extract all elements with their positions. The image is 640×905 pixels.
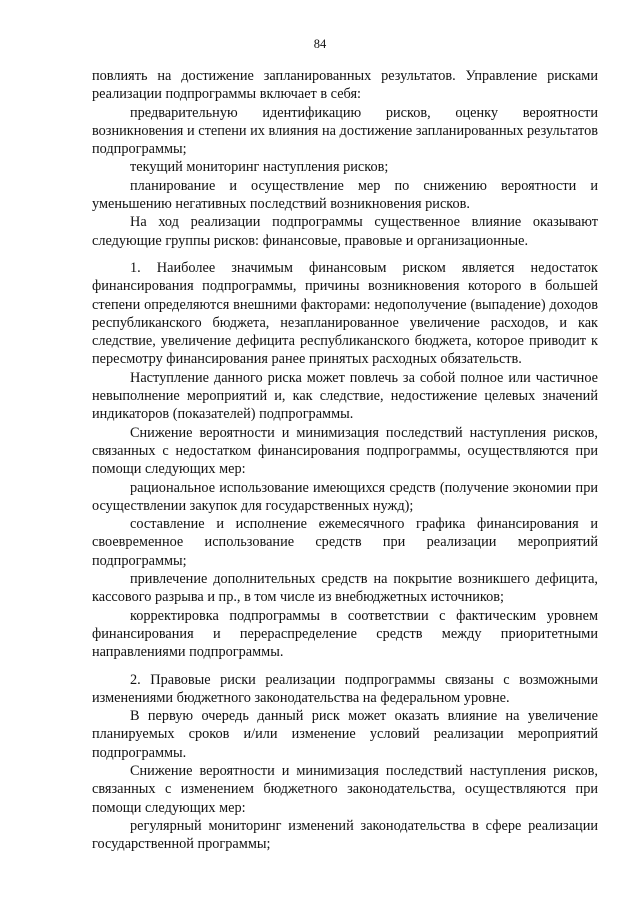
list-item-program-adjustment: корректировка подпрограммы в соответствии с фактическим уровнем финансирования и перераспределение средств между приоритетными направлениями подпрограммы. [92, 607, 598, 661]
list-item-risk-identification: предварительную идентификацию рисков, оценку вероятности возникновения и степени их влияния на достижение запланированных результатов подпрограммы; [92, 104, 598, 158]
list-item-risk-monitoring: текущий мониторинг наступления рисков; [130, 159, 389, 176]
list-item-rational-use: рациональное использование имеющихся средств (получение экономии при осуществлении закупок для государственных нужд); [92, 479, 598, 514]
body-text [92, 67, 598, 853]
page-number: 84 [313, 37, 327, 51]
list-item-risk-mitigation-planning: планирование и осуществление мер по снижению вероятности и уменьшению негативных последствий возникновения рисков. [92, 177, 598, 213]
paragraph-risk-groups: На ход реализации подпрограммы существенное влияние оказывают следующие группы рисков: финансовые, правовые и организационные. [92, 214, 598, 249]
list-item-monthly-schedule: составление и исполнение ежемесячного графика финансирования и своевременное использование средств при реализации мероприятий подпрограммы; [92, 516, 598, 569]
paragraph-legal-risk: 2. Правовые риски реализации подпрограммы связаны с возможными изменениями бюджетного законодательства на федеральном уровне. [92, 671, 598, 706]
paragraph-continuation: повлиять на достижение запланированных результатов. Управление рисками реализации подпрограммы включает в себя: [92, 68, 598, 103]
paragraph-legal-risk-measures: Снижение вероятности и минимизация последствий наступления рисков, связанных с изменением бюджетного законодательства, осуществляются при помощи следующих мер: [92, 762, 598, 816]
list-item-legislation-monitoring: регулярный мониторинг изменений законодательства в сфере реализации государственной программы; [92, 817, 598, 853]
paragraph-legal-risk-impact: В первую очередь данный риск может оказать влияние на увеличение планируемых сроков и/или изменение условий реализации мероприятий подпрограммы. [92, 708, 598, 761]
list-item-additional-funds: привлечение дополнительных средств на покрытие возникшего дефицита, кассового разрыва и пр., в том числе из внебюджетных источников; [92, 571, 598, 606]
paragraph-financial-risk-consequences: Наступление данного риска может повлечь за собой полное или частичное невыполнение мероприятий и, как следствие, недостижение целевых значений индикаторов (показателей) подпрограммы. [92, 369, 598, 423]
paragraph-financial-risk-measures: Снижение вероятности и минимизация последствий наступления рисков, связанных с недостатком финансирования подпрограммы, осуществляются при помощи следующих мер: [92, 424, 598, 478]
paragraph-financial-risk: 1. Наиболее значимым финансовым риском является недостаток финансирования подпрограммы, причины возникновения которого в большей степени определяются внешними факторами: недополучение (выпадение) доходов республиканского бюджета, незапланированное увеличение расходов, и как следствие, увеличение дефицита республиканского бюджета, которое приводит к пересмотру финансирования ранее принятых расходных обязательств. [92, 259, 598, 368]
